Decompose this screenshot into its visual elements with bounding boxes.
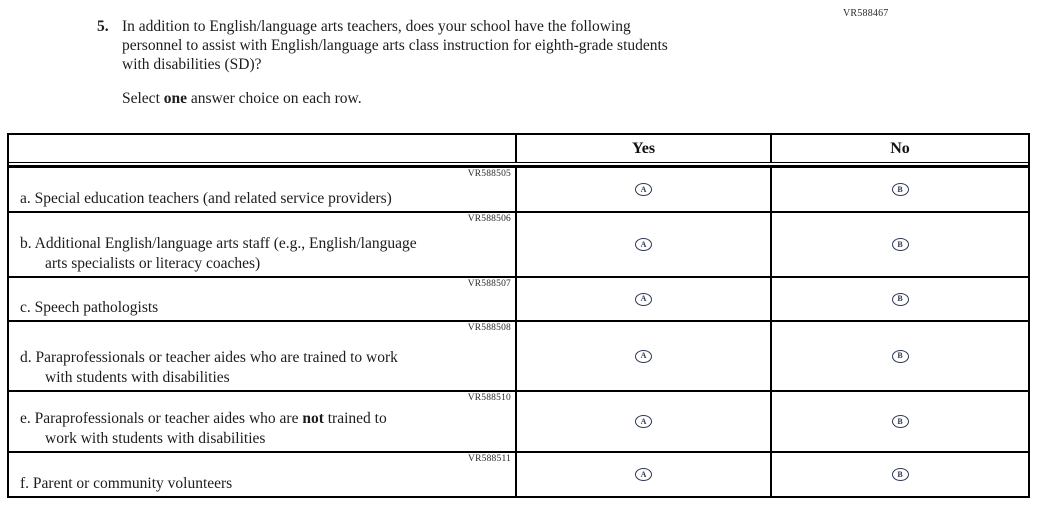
- table-row-d: [9, 322, 1028, 392]
- row-f-vr-code: VR588511: [468, 454, 511, 464]
- row-a-no-cell: [772, 168, 1028, 211]
- bubble-yes-row-c[interactable]: A: [635, 293, 652, 306]
- row-a-vr-code: VR588505: [467, 169, 511, 179]
- bubble-no-row-a[interactable]: B: [892, 183, 909, 196]
- form-vr-code: VR588467: [843, 8, 889, 19]
- instruction-text: Select one answer choice on each row.: [122, 90, 362, 107]
- row-e-no-cell: [772, 392, 1028, 451]
- row-b-yes-cell: [517, 213, 772, 276]
- question-text: [122, 17, 668, 108]
- bubble-yes-row-f[interactable]: A: [635, 468, 652, 481]
- row-d-vr-code: VR588508: [467, 323, 511, 333]
- row-d-yes-cell: [517, 322, 772, 390]
- row-d-label: d. Paraprofessionals or teacher aides who are trained to work with students with disabilities: [20, 349, 398, 386]
- column-header-no: No: [890, 139, 910, 157]
- column-header-yes: Yes: [517, 135, 772, 162]
- row-f-no-cell: [772, 453, 1028, 496]
- row-b-label: b. Additional English/language arts staff (e.g., English/language arts specialists or literacy coaches): [20, 235, 417, 272]
- table-header-row: [9, 135, 1028, 162]
- row-c-yes-cell: [517, 278, 772, 320]
- question-text-line-1: In addition to English/language arts teachers, does your school have the following: [122, 18, 631, 35]
- row-f-label: f. Parent or community volunteers: [20, 474, 233, 492]
- bubble-yes-row-d[interactable]: A: [635, 350, 652, 363]
- row-d-no-cell: [772, 322, 1028, 390]
- bubble-yes-row-b[interactable]: A: [635, 238, 652, 251]
- row-e-yes-cell: [517, 392, 772, 451]
- table-row-c: [9, 278, 1028, 322]
- row-c-stem-cell: [9, 278, 517, 320]
- table-row-a: [9, 168, 1028, 213]
- question-block: [97, 17, 668, 108]
- row-c-vr-code: VR588507: [467, 279, 511, 289]
- question-number: 5.: [97, 18, 109, 35]
- personnel-table: [7, 133, 1030, 498]
- row-d-stem-cell: [9, 322, 517, 390]
- row-f-stem-cell: [9, 453, 517, 496]
- row-b-stem-cell: [9, 213, 517, 276]
- bubble-no-row-e[interactable]: B: [892, 415, 909, 428]
- row-f-yes-cell: [517, 453, 772, 496]
- row-e-vr-code: VR588510: [467, 393, 511, 403]
- row-b-no-cell: [772, 213, 1028, 276]
- bubble-no-row-d[interactable]: B: [892, 350, 909, 363]
- row-a-stem-cell: [9, 168, 517, 211]
- row-b-vr-code: VR588506: [467, 214, 511, 224]
- row-c-label: c. Speech pathologists: [20, 298, 159, 316]
- row-a-label: a. Special education teachers (and related service providers): [20, 189, 392, 207]
- row-c-no-cell: [772, 278, 1028, 320]
- table-row-b: [9, 213, 1028, 278]
- question-text-line-3: with disabilities (SD)?: [122, 56, 262, 73]
- bubble-yes-row-e[interactable]: A: [635, 415, 652, 428]
- table-row-e: [9, 392, 1028, 453]
- bubble-yes-row-a[interactable]: A: [635, 183, 652, 196]
- bubble-no-row-b[interactable]: B: [892, 238, 909, 251]
- bubble-no-row-f[interactable]: B: [892, 468, 909, 481]
- row-a-yes-cell: [517, 168, 772, 211]
- question-text-line-2: personnel to assist with English/language arts class instruction for eighth-grade students: [122, 37, 668, 54]
- row-e-stem-cell: [9, 392, 517, 451]
- row-e-label: e. Paraprofessionals or teacher aides who are not trained to work with students with disabilities: [20, 410, 387, 447]
- bubble-no-row-c[interactable]: B: [892, 293, 909, 306]
- table-row-f: [9, 453, 1028, 498]
- column-header-blank: [9, 135, 517, 162]
